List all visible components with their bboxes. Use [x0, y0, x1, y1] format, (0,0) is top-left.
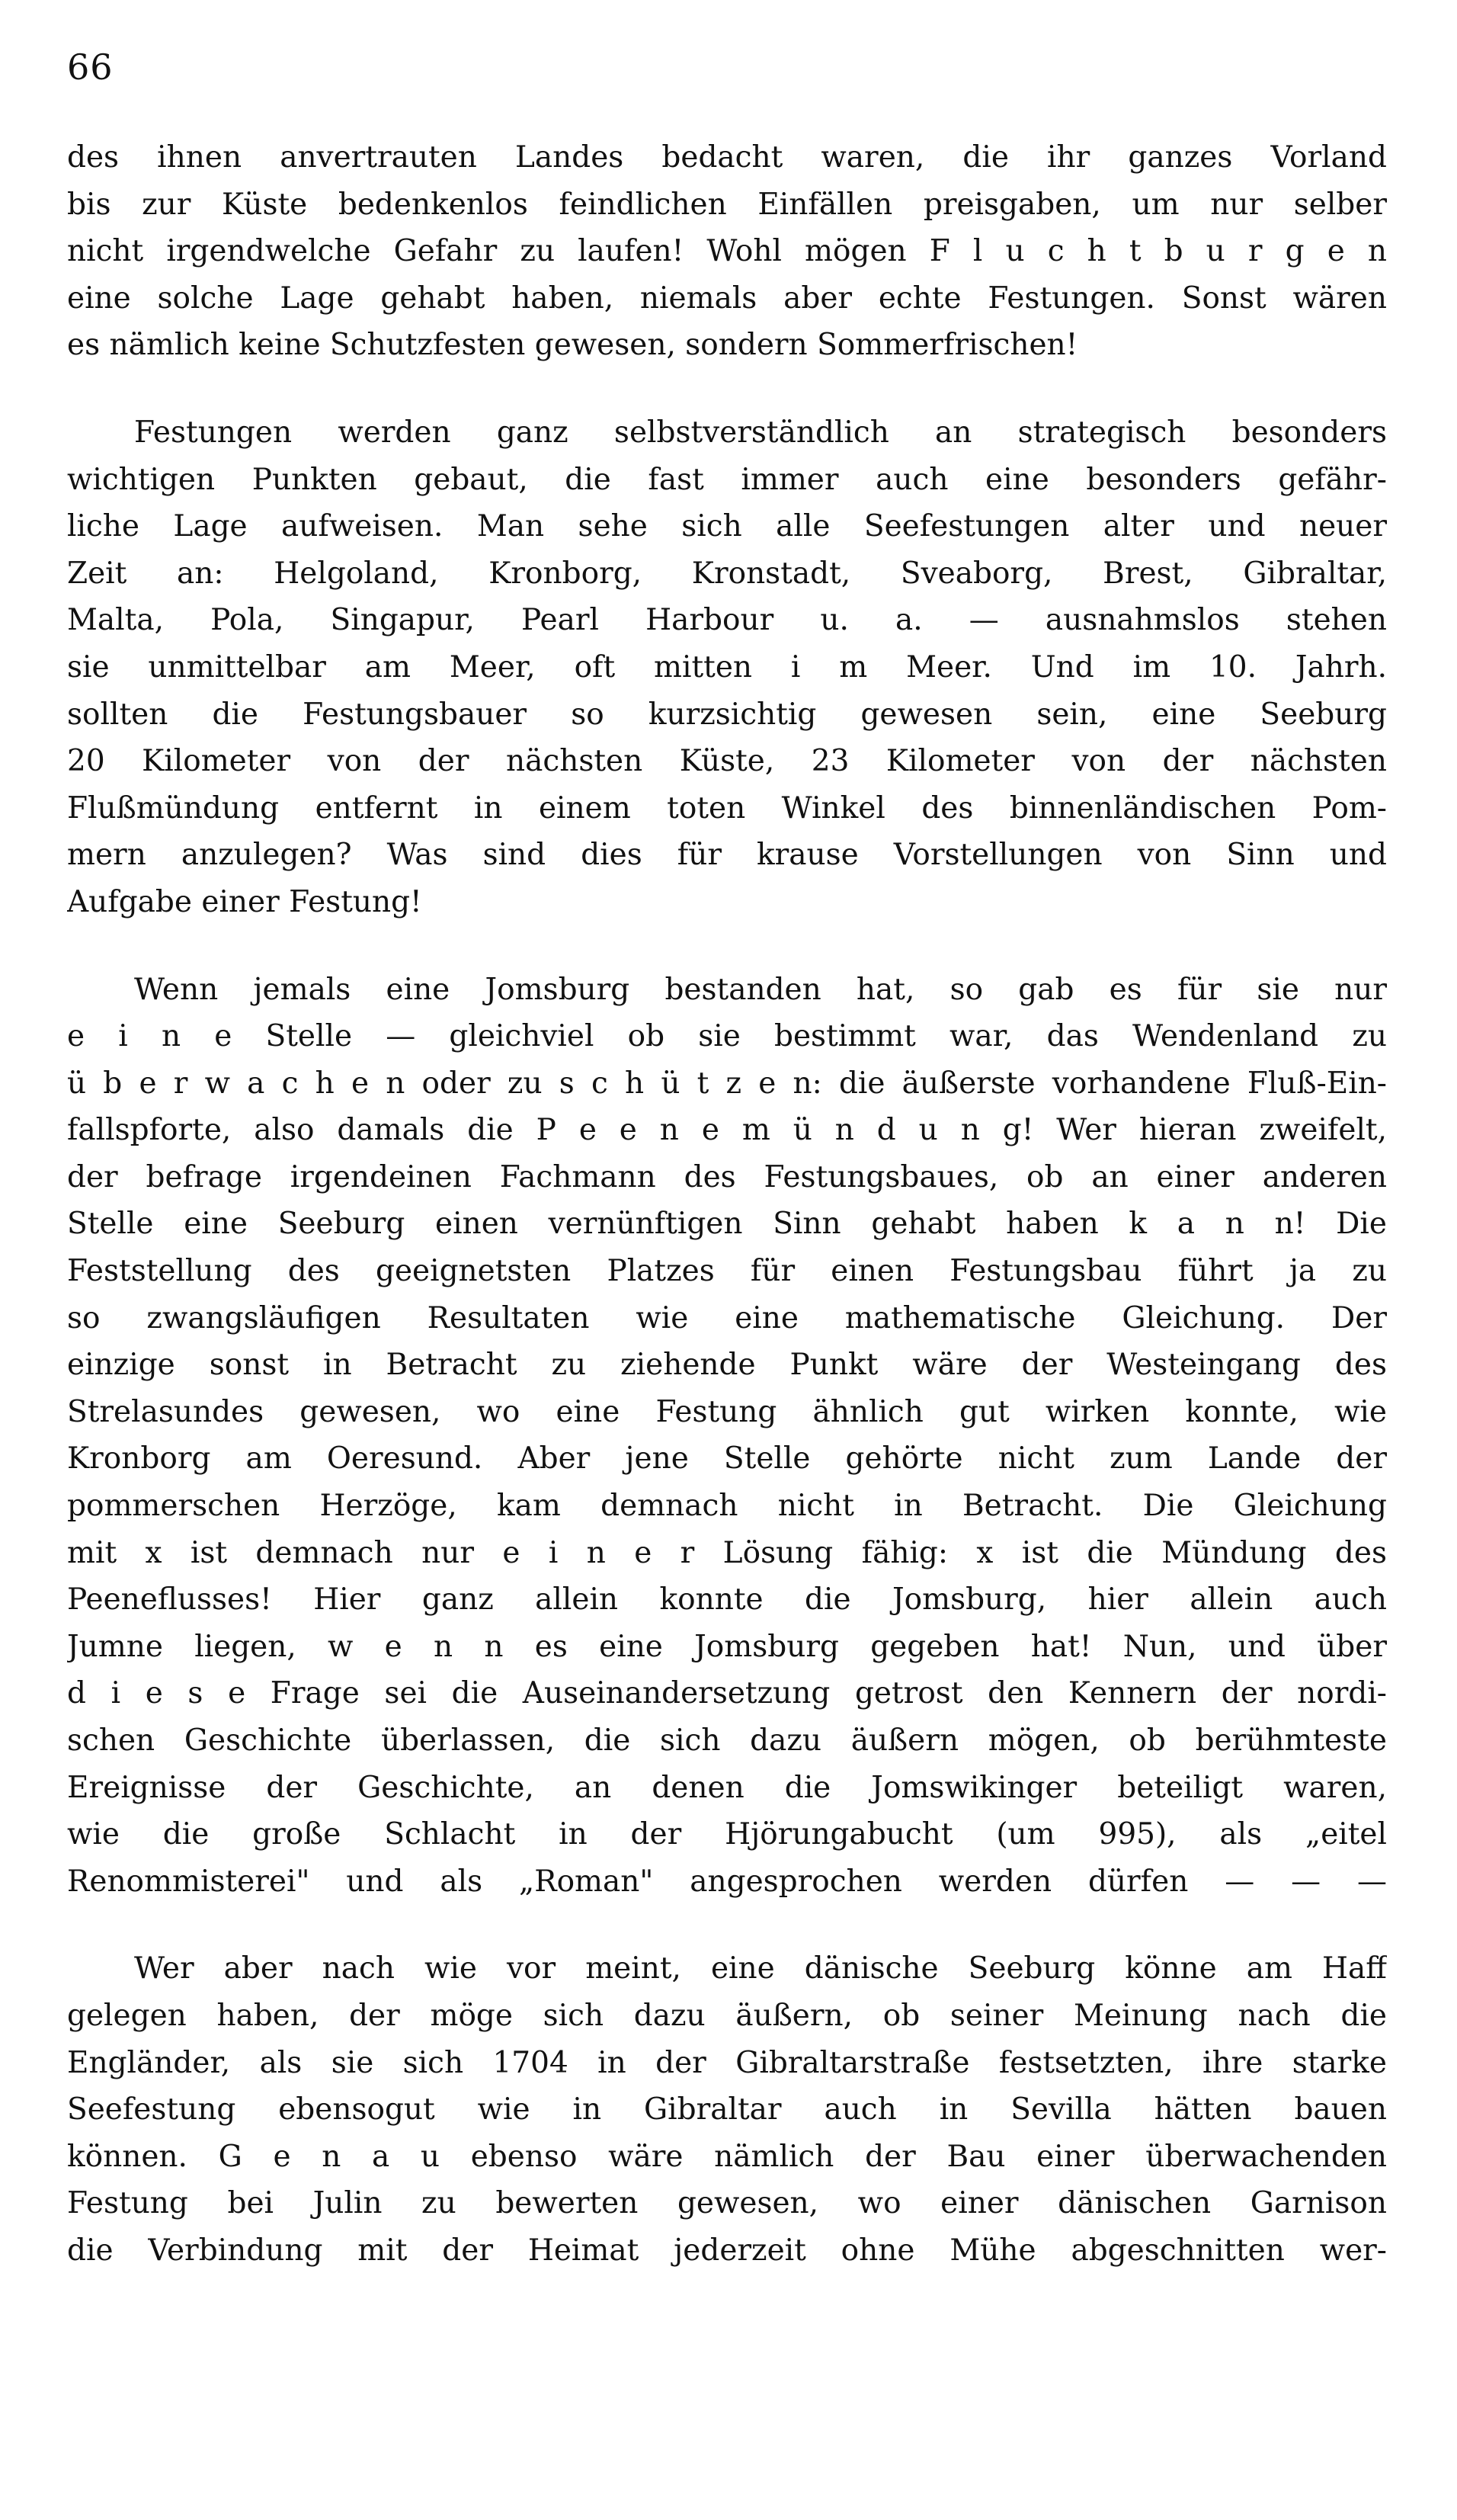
paragraph-3 — [67, 967, 1387, 1906]
text-line: Jumne liegen, w e n n es eine Jomsburg gegeben hat! Nun, und über — [67, 1629, 1387, 1664]
text-line: Feststellung des geeignetsten Platzes für einen Festungsbau führt ja zu — [67, 1254, 1387, 1289]
text-line: sie unmittelbar am Meer, oft mitten i m Meer. Und im 10. Jahrh. — [67, 649, 1387, 685]
text-line: es nämlich keine Schutzfesten gewesen, sondern Sommerfrischen! — [67, 328, 1078, 363]
text-line: fallspforte, also damals die P e e n e m ü n d u n g! Wer hieran zweifelt, — [67, 1113, 1387, 1148]
text-line: Wer aber nach wie vor meint, eine dänische Seeburg könne am Haff — [134, 1951, 1387, 1986]
text-line: Stelle eine Seeburg einen vernünftigen Sinn gehabt haben k a n n! Die — [67, 1207, 1387, 1242]
text-line: Engländer, als sie sich 1704 in der Gibraltarstraße festsetzten, ihre starke — [67, 2045, 1387, 2080]
text-line: pommerschen Herzöge, kam demnach nicht in Betracht. Die Gleichung — [67, 1489, 1387, 1524]
paragraph-spacing — [67, 926, 1387, 967]
text-line: sollten die Festungsbauer so kurzsichtig gewesen sein, eine Seeburg — [67, 697, 1387, 732]
text-line: des ihnen anvertrauten Landes bedacht waren, die ihr ganzes Vorland — [67, 140, 1387, 175]
paragraph-2 — [67, 409, 1387, 926]
text-line: der befrage irgendeinen Fachmann des Festungsbaues, ob an einer anderen — [67, 1159, 1387, 1194]
paragraph-4 — [67, 1945, 1387, 2274]
text-line: bis zur Küste bedenkenlos feindlichen Einfällen preisgaben, um nur selber — [67, 187, 1387, 222]
text-line: Strelasundes gewesen, wo eine Festung ähnlich gut wirken konnte, wie — [67, 1394, 1387, 1429]
text-line: Aufgabe einer Festung! — [67, 884, 422, 919]
text-line: nicht irgendwelche Gefahr zu laufen! Wohl mögen F l u c h t b u r g e n — [67, 234, 1387, 269]
text-line: eine solche Lage gehabt haben, niemals aber echte Festungen. Sonst wären — [67, 281, 1387, 316]
text-line: ü b e r w a c h e n oder zu s c h ü t z e n: die äußerste vorhandene Fluß-Ein- — [67, 1066, 1387, 1101]
text-line: gelegen haben, der möge sich dazu äußern, ob seiner Meinung nach die — [67, 1998, 1387, 2033]
text-line: Flußmündung entfernt in einem toten Winkel des binnenländischen Pom- — [67, 790, 1387, 826]
text-line: schen Geschichte überlassen, die sich dazu äußern mögen, ob berühmteste — [67, 1723, 1387, 1758]
text-line: können. G e n a u ebenso wäre nämlich der Bau einer überwachenden — [67, 2139, 1387, 2174]
text-line: mit x ist demnach nur e i n e r Lösung fähig: x ist die Mündung des — [67, 1535, 1387, 1570]
text-line: Malta, Pola, Singapur, Pearl Harbour u. a. — ausnahmslos stehen — [67, 603, 1387, 638]
text-line: d i e s e Frage sei die Auseinandersetzung getrost den Kennern der nordi- — [67, 1676, 1387, 1711]
text-line: wie die große Schlacht in der Hjörungabucht (um 995), als „eitel — [67, 1817, 1387, 1852]
paragraph-spacing — [67, 1905, 1387, 1945]
text-line: die Verbindung mit der Heimat jederzeit ohne Mühe abgeschnitten wer- — [67, 2233, 1387, 2268]
text-line: Peeneflusses! Hier ganz allein konnte die Jomsburg, hier allein auch — [67, 1582, 1387, 1617]
text-line: mern anzulegen? Was sind dies für krause Vorstellungen von Sinn und — [67, 838, 1387, 873]
text-line: Festung bei Julin zu bewerten gewesen, wo einer dänischen Garnison — [67, 2186, 1387, 2221]
text-line: so zwangsläufigen Resultaten wie eine mathematische Gleichung. Der — [67, 1300, 1387, 1335]
text-line: Zeit an: Helgoland, Kronborg, Kronstadt, Sveaborg, Brest, Gibraltar, — [67, 556, 1387, 591]
page-number: 66 — [67, 46, 114, 88]
text-line: Festungen werden ganz selbstverständlich an strategisch besonders — [134, 415, 1387, 450]
text-line: 20 Kilometer von der nächsten Küste, 23 Kilometer von der nächsten — [67, 744, 1387, 779]
body-text — [67, 134, 1387, 2275]
text-line: e i n e Stelle — gleichviel ob sie bestimmt war, das Wendenland zu — [67, 1019, 1387, 1054]
paragraph-1 — [67, 134, 1387, 369]
text-line: Wenn jemals eine Jomsburg bestanden hat, so gab es für sie nur — [134, 972, 1387, 1007]
text-line: Ereignisse der Geschichte, an denen die Jomswikinger beteiligt waren, — [67, 1770, 1387, 1805]
text-line: Renommisterei" und als „Roman" angesprochen werden dürfen — — — — [67, 1864, 1387, 1899]
text-line: wichtigen Punkten gebaut, die fast immer auch eine besonders gefähr- — [67, 462, 1387, 497]
text-line: Kronborg am Oeresund. Aber jene Stelle gehörte nicht zum Lande der — [67, 1441, 1387, 1476]
paragraph-spacing — [67, 369, 1387, 409]
text-line: einzige sonst in Betracht zu ziehende Punkt wäre der Westeingang des — [67, 1348, 1387, 1383]
text-line: Seefestung ebensogut wie in Gibraltar auch in Sevilla hätten bauen — [67, 2092, 1387, 2127]
text-line: liche Lage aufweisen. Man sehe sich alle Seefestungen alter und neuer — [67, 509, 1387, 544]
